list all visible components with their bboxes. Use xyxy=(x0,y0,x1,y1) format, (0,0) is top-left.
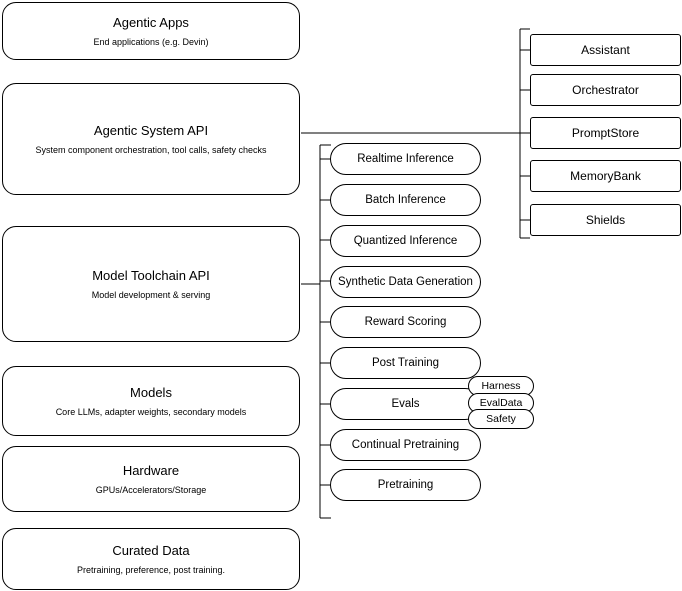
capsule-label: Synthetic Data Generation xyxy=(338,276,473,288)
component-memorybank[interactable] xyxy=(530,160,681,192)
layer-subtitle: GPUs/Accelerators/Storage xyxy=(95,484,207,495)
capsule-synthetic-data-generation[interactable] xyxy=(330,266,481,298)
layer-title: Model Toolchain API xyxy=(92,267,210,283)
capsule-label: Evals xyxy=(391,398,420,410)
component-assistant[interactable] xyxy=(530,34,681,66)
layer-agentic-system-api[interactable] xyxy=(2,83,300,195)
layer-model-toolchain-api[interactable] xyxy=(2,226,300,342)
component-label: MemoryBank xyxy=(570,169,641,183)
capsule-label: Reward Scoring xyxy=(364,316,447,328)
capsule-continual-pretraining[interactable] xyxy=(330,429,481,461)
layer-subtitle: System component orchestration, tool calls, safety checks xyxy=(35,144,267,155)
pill-label: EvalData xyxy=(479,397,523,409)
layer-title: Agentic System API xyxy=(93,122,209,138)
layer-curated-data[interactable] xyxy=(2,528,300,590)
component-shields[interactable] xyxy=(530,204,681,236)
pill-label: Safety xyxy=(486,413,516,425)
layer-models[interactable] xyxy=(2,366,300,436)
capsule-post-training[interactable] xyxy=(330,347,481,379)
pill-safety[interactable] xyxy=(468,409,534,429)
layer-hardware[interactable] xyxy=(2,446,300,512)
capsule-label: Pretraining xyxy=(377,479,434,491)
capsule-pretraining[interactable] xyxy=(330,469,481,501)
capsule-quantized-inference[interactable] xyxy=(330,225,481,257)
capsule-batch-inference[interactable] xyxy=(330,184,481,216)
capsule-label: Quantized Inference xyxy=(353,235,458,247)
capsule-label: Batch Inference xyxy=(365,194,446,206)
capsule-label: Realtime Inference xyxy=(357,153,454,165)
component-label: Orchestrator xyxy=(572,83,639,97)
layer-title: Agentic Apps xyxy=(113,14,189,30)
layer-title: Models xyxy=(130,384,172,400)
layer-subtitle: End applications (e.g. Devin) xyxy=(93,36,209,47)
capsule-label: Post Training xyxy=(371,357,440,369)
component-orchestrator[interactable] xyxy=(530,74,681,106)
component-label: Assistant xyxy=(581,43,630,57)
component-promptstore[interactable] xyxy=(530,117,681,149)
capsule-reward-scoring[interactable] xyxy=(330,306,481,338)
component-label: Shields xyxy=(585,213,626,227)
layer-subtitle: Core LLMs, adapter weights, secondary models xyxy=(55,406,247,417)
capsule-label: Continual Pretraining xyxy=(351,439,460,451)
pill-label: Harness xyxy=(481,380,521,392)
layer-subtitle: Model development & serving xyxy=(91,289,211,300)
layer-title: Hardware xyxy=(122,462,180,478)
layer-subtitle: Pretraining, preference, post training. xyxy=(76,564,226,575)
layer-agentic-apps[interactable] xyxy=(2,2,300,60)
capsule-evals[interactable] xyxy=(330,388,481,420)
capsule-realtime-inference[interactable] xyxy=(330,143,481,175)
component-label: PromptStore xyxy=(571,126,640,140)
layer-title: Curated Data xyxy=(112,542,190,558)
